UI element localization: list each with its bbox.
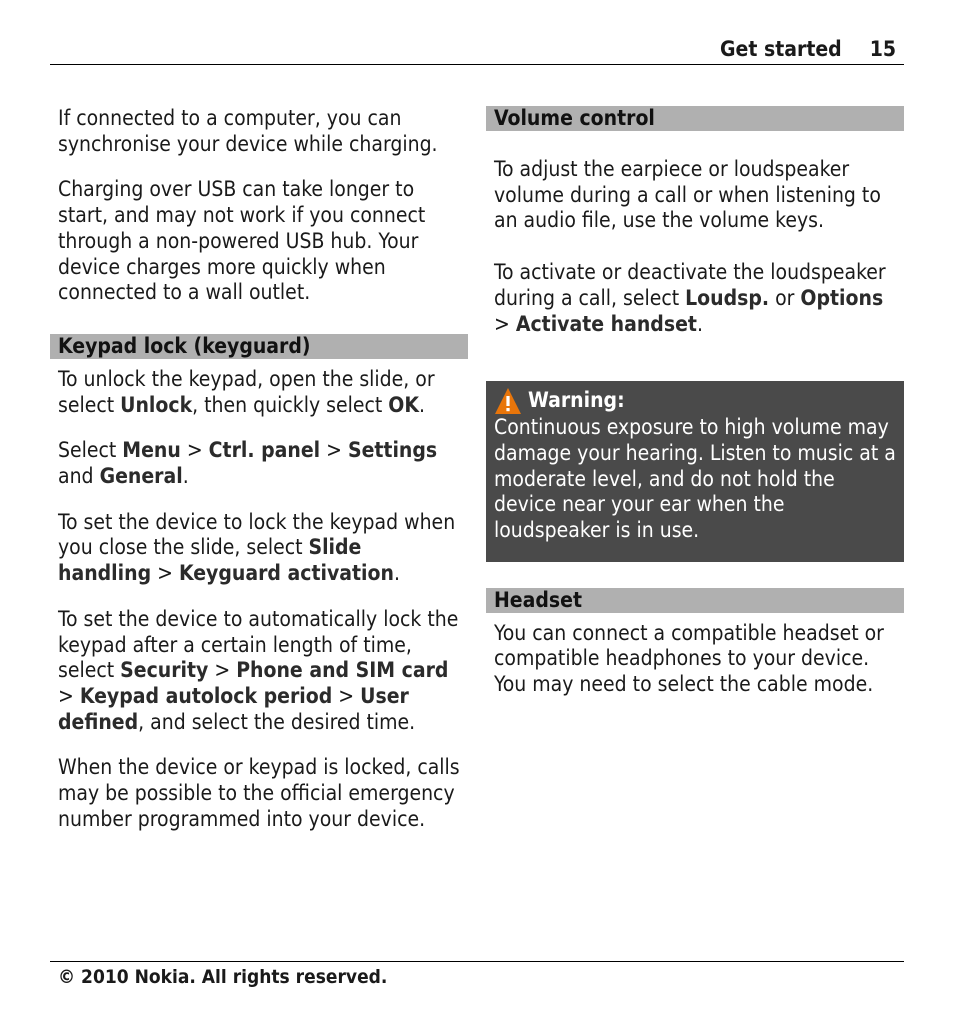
paragraph-headset: You can connect a compatible headset or compatible headphones to your device. You may need to select the cable mode.: [494, 620, 884, 697]
left-column: [50, 106, 468, 852]
paragraph-slide-lock: To set the device to lock the keypad when you close the slide, select Slide handling > Keyguard activation.: [58, 509, 456, 586]
paragraph-unlock: To unlock the keypad, open the slide, or select Unlock, then quickly select OK.: [58, 366, 435, 417]
menu-term-security: Security: [120, 658, 209, 683]
menu-term-unlock: Unlock: [120, 392, 193, 417]
heading-headset: Headset: [486, 588, 904, 613]
header-rule: [50, 64, 904, 65]
heading-volume-control: Volume control: [486, 106, 904, 131]
section-title: Get started: [720, 37, 842, 61]
heading-keypad-lock: Keypad lock (keyguard): [50, 334, 468, 359]
paragraph-locked-emergency: When the device or keypad is locked, calls may be possible to the official emergency number programmed into your device.: [58, 755, 460, 831]
menu-term-keyguard-activation: Keyguard activation: [178, 561, 394, 586]
menu-term-ctrl-panel: Ctrl. panel: [208, 438, 321, 463]
paragraph-usb-sync: If connected to a computer, you can synchronise your device while charging.: [58, 106, 438, 156]
menu-term-slide-handling: Slide handling: [58, 535, 362, 586]
warning-triangle-icon: [494, 387, 522, 415]
paragraph-select-settings: Select Menu > Ctrl. panel > Settings and General.: [58, 438, 438, 489]
menu-term-user-defined: User defined: [58, 683, 409, 734]
menu-term-settings: Settings: [347, 438, 438, 463]
menu-term-activate-handset: Activate handset: [515, 311, 697, 336]
warning-title-row: [494, 387, 896, 415]
paragraph-loudspeaker: To activate or deactivate the loudspeaker during a call, select Loudsp. or Options > Activate handset.: [494, 260, 886, 336]
menu-term-phone-and-sim: Phone and SIM card: [236, 658, 449, 683]
paragraph-autolock: To set the device to automatically lock the keypad after a certain length of time, select Security > Phone and SIM card > Keypad autolock period > User defined, and select the desired time.: [58, 606, 459, 734]
warning-title: Warning:: [528, 388, 625, 413]
paragraph-volume-keys: To adjust the earpiece or loudspeaker volume during a call or when listening to an audio file, use the volume keys.: [494, 157, 881, 233]
menu-term-ok: OK: [388, 392, 419, 417]
footer-copyright: © 2010 Nokia. All rights reserved.: [58, 966, 388, 988]
page-header: [720, 36, 896, 62]
right-column: [486, 106, 904, 718]
warning-text: Continuous exposure to high volume may damage your hearing. Listen to music at a moderate level, and do not hold the device near your ear when the loudspeaker is in use.: [494, 415, 896, 543]
menu-term-options: Options: [800, 285, 884, 310]
paragraph-usb-charging: Charging over USB can take longer to start, and may not work if you connect through a non-powered USB hub. Your device charges more quickly when connected to a wall outlet.: [58, 177, 426, 305]
menu-term-general: General: [99, 464, 183, 489]
menu-term-loudsp: Loudsp.: [685, 285, 770, 310]
page-number: 15: [869, 37, 896, 61]
footer-rule: [50, 961, 904, 962]
menu-term-menu: Menu: [122, 438, 181, 463]
menu-term-keypad-autolock: Keypad autolock period: [79, 683, 333, 708]
warning-box: [486, 381, 904, 562]
